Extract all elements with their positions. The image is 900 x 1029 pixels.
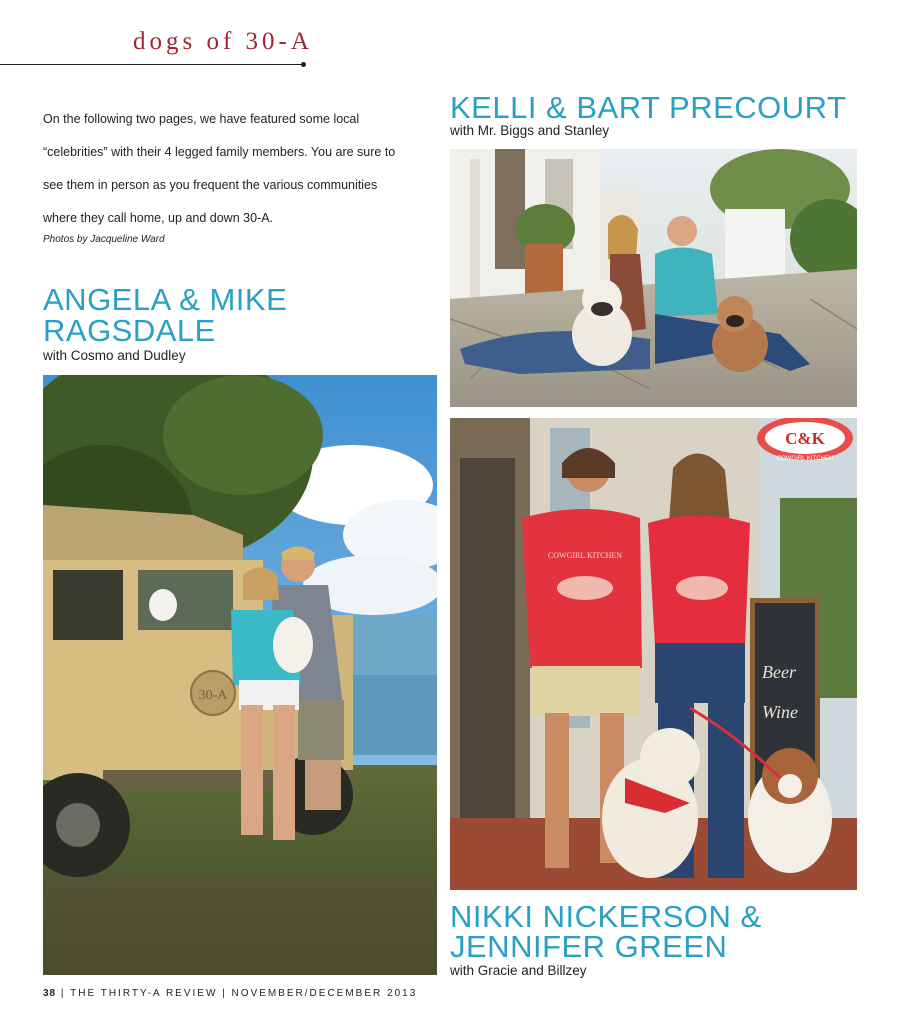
section-title: dogs of 30-A (133, 28, 313, 55)
intro-paragraph: On the following two pages, we have featured some local “celebrities” with their 4 legged family members. You are sure to see them in person as you frequent the various communities where they call home, up and down 30-A. (43, 112, 396, 225)
photo-credit: Photos by Jacqueline Ward (43, 234, 165, 245)
publication-info: THE THIRTY-A REVIEW | NOVEMBER/DECEMBER 2013 (70, 988, 418, 999)
feature-name-nickerson-line1: NIKKI NICKERSON & (450, 899, 762, 934)
feature-name-nickerson-line2: JENNIFER GREEN (450, 929, 728, 964)
ck-sign-text: C&K (785, 429, 825, 448)
chalkboard-beer: Beer (762, 662, 796, 682)
feature-with-precourt: with Mr. Biggs and Stanley (450, 123, 610, 138)
chalkboard-wine: Wine (762, 702, 798, 722)
feature-with-nickerson: with Gracie and Billzey (450, 963, 587, 978)
header-rule-dot (301, 62, 306, 67)
page-number: 38 (43, 988, 57, 999)
feature-name-precourt: KELLI & BART PRECOURT (450, 90, 847, 125)
photo-nickerson (450, 418, 857, 890)
feature-name-ragsdale-line2: RAGSDALE (43, 313, 216, 348)
jeep-logo-text: 30-A (198, 688, 228, 703)
ck-sign-subtext: COWGIRL KITCHEN (776, 456, 834, 462)
photo-precourt (450, 149, 857, 407)
feature-with-ragsdale: with Cosmo and Dudley (43, 348, 186, 363)
feature-name-ragsdale-line1: ANGELA & MIKE (43, 282, 288, 317)
page-footer: 38 | THE THIRTY-A REVIEW | NOVEMBER/DECEMBER 2013 (43, 988, 418, 999)
shirt-text-left: COWGIRL KITCHEN (547, 551, 623, 560)
header-rule (0, 64, 303, 65)
photo-ragsdale (43, 375, 437, 975)
